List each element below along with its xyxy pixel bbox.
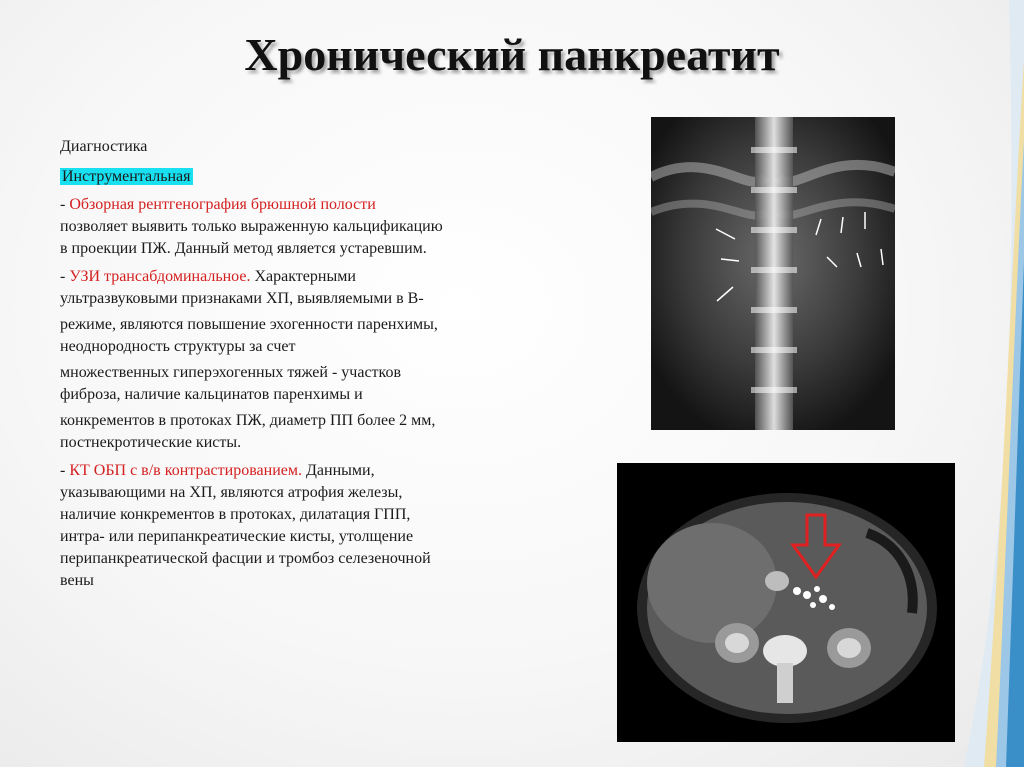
text-line: позволяет выявить только выраженную кальцификацию [60, 218, 443, 235]
subsection-highlight: Инструментальная [62, 168, 191, 185]
text-line: указывающими на ХП, являются атрофия железы, [60, 484, 403, 501]
text-line: режиме, являются повышение эхогенности паренхимы, [60, 316, 438, 333]
text-line: постнекротические кисты. [60, 434, 242, 451]
text-line: неоднородность структуры за счет [60, 338, 296, 355]
slide-body [60, 136, 550, 592]
term-ct: КТ ОБП с в/в контрастированием. [69, 462, 302, 479]
text-line: перипанкреатической фасции и тромбоз селезеночной [60, 550, 431, 567]
abdominal-ct-image [617, 463, 955, 742]
text-line: множественных гиперэхогенных тяжей - участков [60, 364, 402, 381]
text-line: интра- или перипанкреатические кисты, утолщение [60, 528, 414, 545]
text-line: в проекции ПЖ. Данный метод является устаревшим. [60, 240, 427, 257]
slide-title: Хронический панкреатит [244, 29, 780, 80]
text-line: наличие конкрементов в протоках, дилатация ГПП, [60, 506, 411, 523]
text-line: вены [60, 572, 94, 589]
list-item-xray: - Обзорная рентгенография брюшной полости позволяет выявить только выраженную кальцификацию в проекции ПЖ. Данный метод является устаревшим. [60, 194, 550, 260]
list-item-ultrasound: - УЗИ трансабдоминальное. Характерными ультразвуковыми признаками ХП, выявляемыми в В- режиме, являются повышение эхогенности паренхимы, неоднородность структуры за счет множественных гиперэхогенных тяжей - участков фиброза, наличие кальцинатов паренхимы и конкрементов в протоках ПЖ, диаметр ПП более 2 мм, постнекротические кисты. [60, 266, 550, 454]
text-line: фиброза, наличие кальцинатов паренхимы и [60, 386, 363, 403]
abdominal-xray-image [651, 117, 895, 430]
term-ultrasound: УЗИ трансабдоминальное. [69, 268, 251, 285]
list-item-ct: - КТ ОБП с в/в контрастированием. Данными, указывающими на ХП, являются атрофия железы, наличие конкрементов в протоках, дилатация ГПП, интра- или перипанкреатические кисты, утолщение перипанкреатической фасции и тромбоз селезеночной вены [60, 460, 550, 592]
text-line: конкрементов в протоках ПЖ, диаметр ПП более 2 мм, [60, 412, 436, 429]
section-heading: Диагностика [60, 138, 148, 155]
term-xray: Обзорная рентгенография брюшной полости [69, 196, 376, 213]
text-line: ультразвуковыми признаками ХП, выявляемыми в В- [60, 290, 424, 307]
